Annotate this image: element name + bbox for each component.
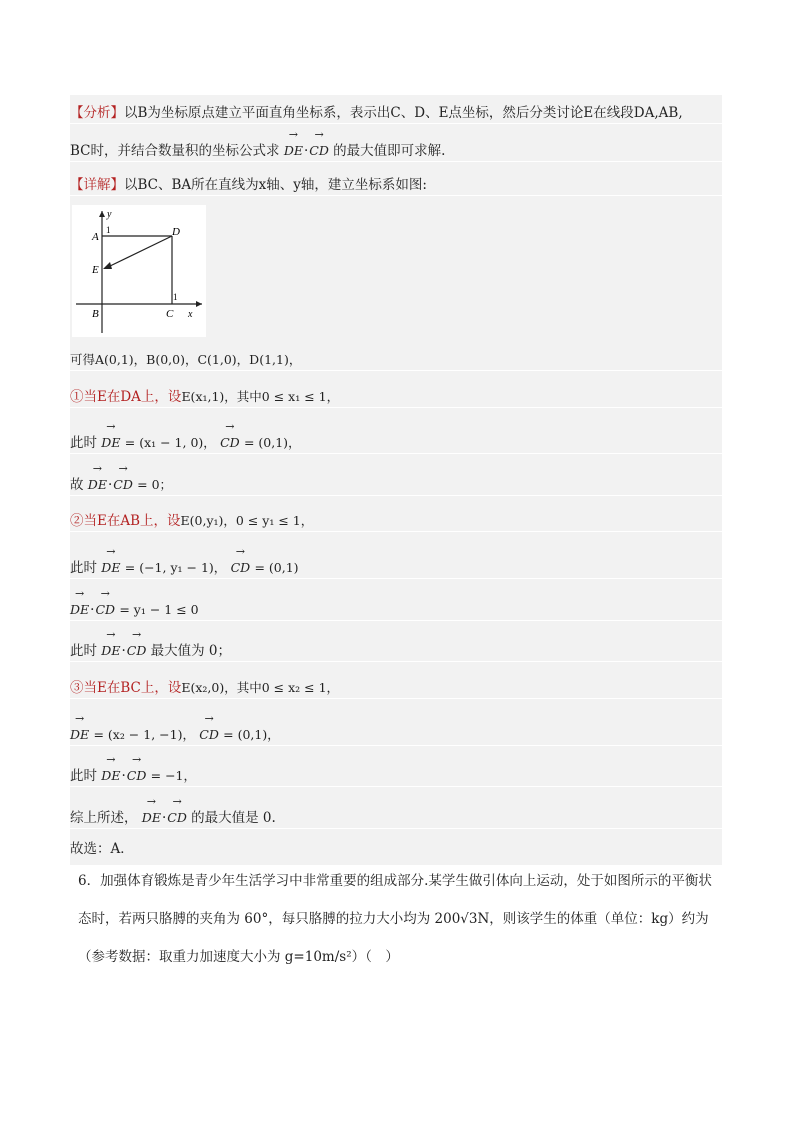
vector-de: → DE [101, 762, 120, 786]
detail-tag: 【详解】 [70, 177, 124, 193]
case3-cond: E(x₂,0)，其中0 ≤ x₂ ≤ 1， [181, 680, 340, 695]
case1-line3-pre: 故 [70, 477, 84, 493]
vector-cd: → CD [167, 804, 187, 828]
analysis-text-3: 的最大值即可求解. [333, 143, 446, 159]
summary-pre: 综上所述， [70, 810, 138, 826]
analysis-text: 以B为坐标原点建立平面直角坐标系，表示出C、D、E点坐标，然后分类讨论E在线段DA,AB, [124, 105, 683, 121]
label-b: B [92, 308, 99, 320]
case1-cond: E(x₁,1)，其中0 ≤ x₁ ≤ 1， [181, 389, 340, 404]
case2-max: 最大值为 0； [150, 643, 232, 659]
case2-de-value: = (−1, y₁ − 1)， [124, 560, 227, 575]
vector-de: → DE [70, 596, 89, 620]
vector-cd: → CD [231, 554, 251, 578]
case1-head: ①当E在DA上，设 [70, 389, 182, 405]
coords-text: 可得A(0,1)，B(0,0)，C(1,0)，D(1,1)， [70, 352, 302, 367]
coords-line [70, 350, 722, 371]
analysis-line-1 [70, 103, 722, 124]
label-one-y: 1 [106, 225, 111, 235]
case1-line2-pre: 此时 [70, 435, 97, 451]
vector-de: → DE [88, 471, 107, 495]
case2-result: = y₁ − 1 ≤ 0 [119, 602, 199, 617]
case1-head-line [70, 387, 722, 408]
answer-line [70, 839, 722, 859]
case2-cond: E(0,y₁)，0 ≤ y₁ ≤ 1， [180, 513, 314, 528]
case3-result: = −1， [150, 768, 197, 783]
case1-de-value: = (x₁ − 1, 0)， [124, 435, 216, 450]
case2-line-4: 此时 → DE·→ CD 最大值为 0； [70, 637, 722, 662]
answer-text: 故选：A． [70, 841, 134, 857]
question6-line-1: 6．加强体育锻炼是青少年生活学习中非常重要的组成部分.某学生做引体向上运动，处于如图所示的平衡状 [78, 873, 712, 889]
label-d: D [172, 226, 180, 238]
vector-de-arrow [108, 236, 172, 267]
case3-de-value: = (x₂ − 1, −1)， [93, 727, 195, 742]
vector-cd: → CD [220, 429, 240, 453]
analysis-line-2: BC时，并结合数量积的坐标公式求 → DE·→ CD 的最大值即可求解. [70, 137, 722, 162]
vector-cd: → CD [95, 596, 115, 620]
case3-head-line [70, 678, 722, 699]
solution-panel [70, 95, 722, 865]
analysis-text-2: BC时，并结合数量积的坐标公式求 [70, 143, 280, 159]
case2-head-line [70, 511, 722, 532]
case2-cd-value: = (0,1) [254, 560, 299, 575]
question6-line-3: （参考数据：取重力加速度大小为 g=10m/s²）（ ） [78, 949, 399, 965]
case3-head: ③当E在BC上，设 [70, 680, 182, 696]
vector-de: → DE [142, 804, 161, 828]
case2-line2-pre: 此时 [70, 560, 97, 576]
summary-post: 的最大值是 0. [191, 810, 276, 826]
vector-cd: → CD [199, 721, 219, 745]
label-one-x: 1 [173, 292, 178, 302]
x-axis-arrow-icon [196, 301, 202, 307]
y-axis-arrow-icon [99, 211, 105, 217]
case3-line3-pre: 此时 [70, 768, 97, 784]
vector-de: → DE [70, 721, 89, 745]
vector-cd: → CD [309, 137, 329, 161]
vector-de: → DE [101, 554, 120, 578]
question6-line-2: 态时，若两只胳膊的夹角为 60°，每只胳膊的拉力大小均为 200√3N，则该学生的体重（单位：kg）约为 [78, 911, 709, 927]
vector-de: → DE [284, 137, 303, 161]
case2-line4-pre: 此时 [70, 643, 97, 659]
coordinate-figure [72, 205, 206, 337]
coordinate-diagram [72, 205, 206, 337]
vector-cd: → CD [113, 471, 133, 495]
label-x: x [188, 309, 193, 320]
vector-de: → DE [101, 637, 120, 661]
case3-line-3: 此时 → DE·→ CD = −1， [70, 762, 722, 787]
case2-head: ②当E在AB上，设 [70, 513, 181, 529]
detail-line [70, 175, 722, 196]
vector-cd: → CD [127, 637, 147, 661]
case3-cd-value: = (0,1)， [223, 727, 280, 742]
vector-de: → DE [101, 429, 120, 453]
case1-result: = 0； [137, 477, 173, 492]
label-e: E [92, 264, 99, 276]
case1-line-2 [70, 429, 722, 454]
vector-cd: → CD [127, 762, 147, 786]
case3-line-2 [70, 721, 722, 746]
case2-line-2 [70, 554, 722, 579]
analysis-tag: 【分析】 [70, 105, 124, 121]
case1-cd-value: = (0,1)， [243, 435, 301, 450]
case1-line-3: 故 → DE·→ CD = 0； [70, 471, 722, 496]
label-c: C [166, 308, 174, 320]
label-a: A [92, 231, 99, 243]
detail-text: 以BC、BA所在直线为x轴、y轴，建立坐标系如图: [124, 177, 427, 193]
summary-line: 综上所述， → DE·→ CD 的最大值是 0. [70, 804, 722, 829]
label-y: y [107, 209, 112, 220]
vector-de-arrowhead-icon [103, 262, 112, 269]
case2-line-3: → DE·→ CD = y₁ − 1 ≤ 0 [70, 596, 722, 621]
